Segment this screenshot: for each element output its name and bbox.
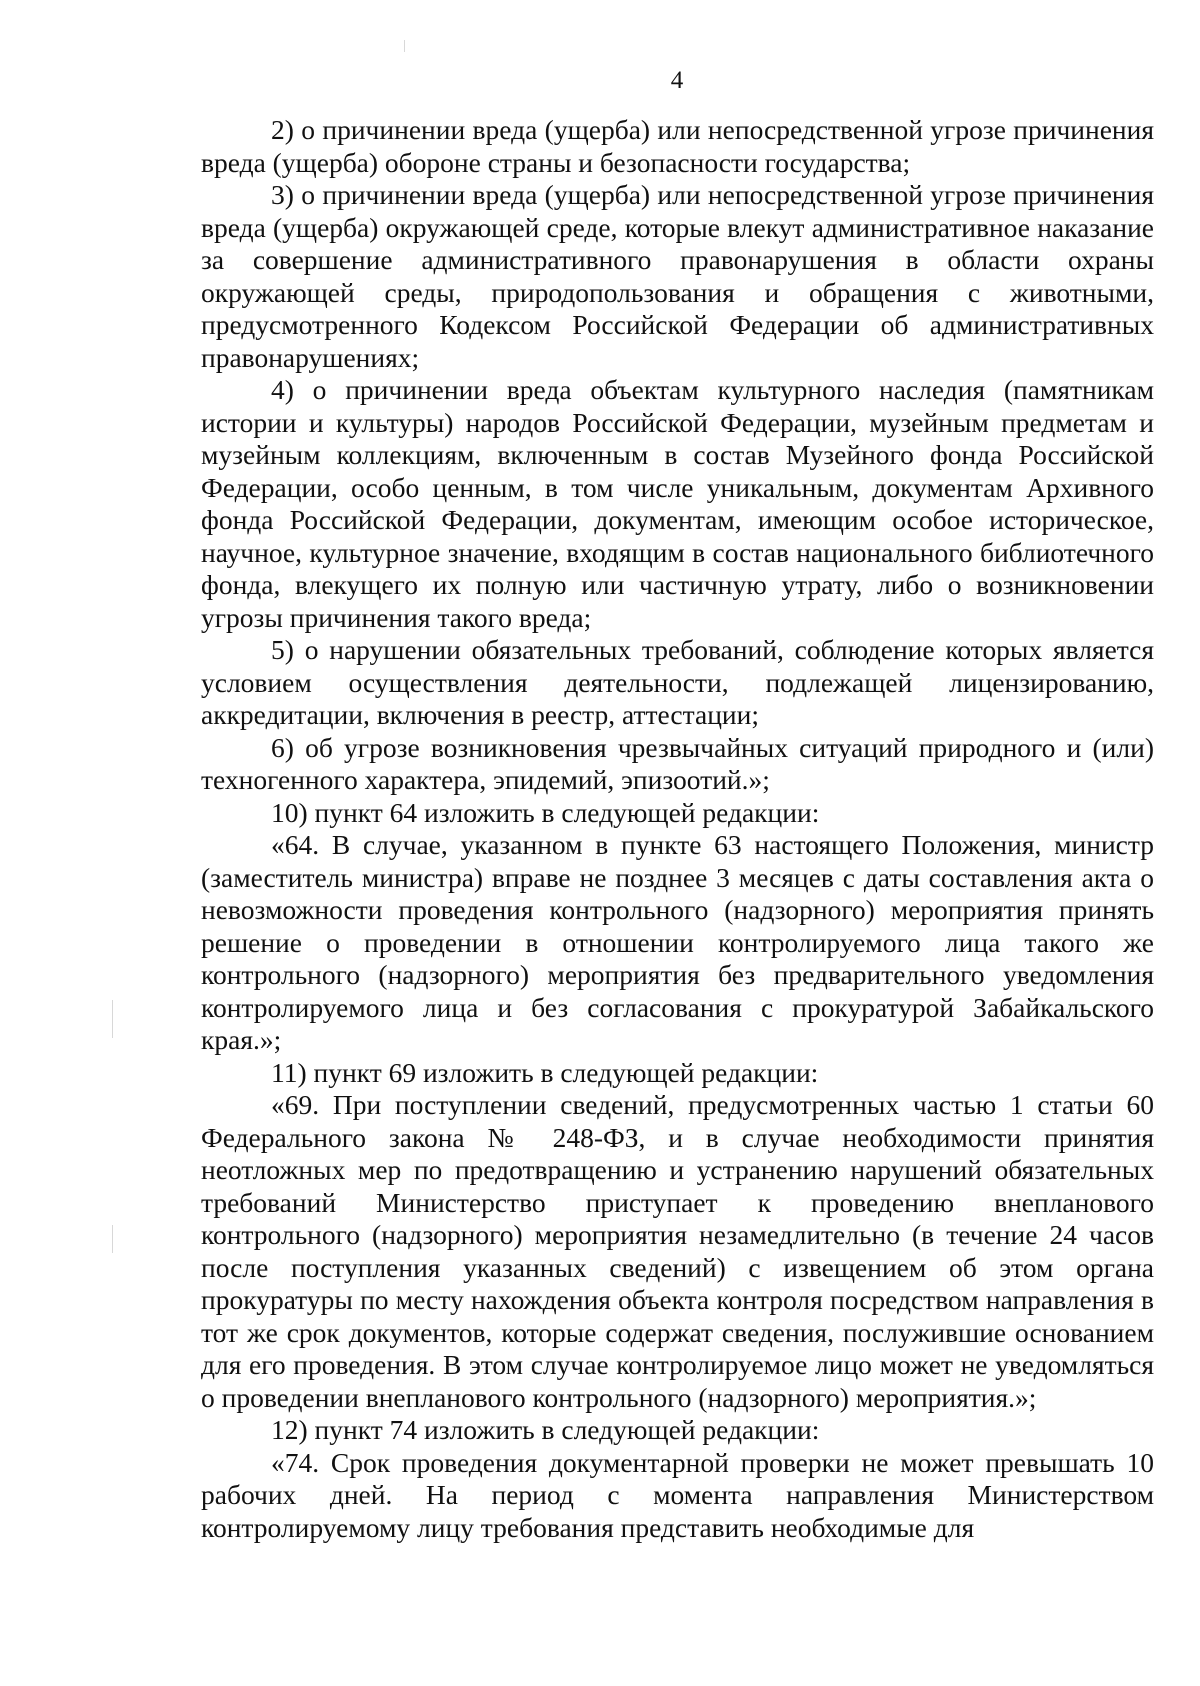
paragraph-amendment-12: 12) пункт 74 изложить в следующей редакции: [271,1414,820,1445]
scan-artifact-left-edge-lower [112,1225,113,1253]
paragraph-clause-64: «64. В случае, указанном в пункте 63 настоящего Положения, министр (заместитель министра) вправе не позднее 3 месяцев с даты составления акта о невозможности проведения контрольного (надзорного) мероприятия принять решение о проведении в отношении контролируемого лица такого же контрольного (надзорного) мероприятия без предварительного уведомления контролируемого лица и без согласования с прокуратурой Забайкальского края.»; [201,829,1154,1055]
page-number: 4 [670,67,684,94]
scan-artifact-top [404,40,405,52]
paragraph-amendment-10: 10) пункт 64 изложить в следующей редакции: [271,796,820,828]
paragraph-item-2: 2) о причинении вреда (ущерба) или непосредственной угрозе причинения вреда (ущерба) обороне страны и безопасности государства; [201,114,1154,178]
paragraph-item-6: 6) об угрозе возникновения чрезвычайных ситуаций природного и (или) техногенного характера, эпидемий, эпизоотий.»; [201,731,1154,795]
paragraph-item-4: 4) о причинении вреда объектам культурного наследия (памятникам истории и культуры) народов Российской Федерации, музейным предметам и музейным коллекциям, включенным в состав Музейного фонда Российской Федерации, особо ценным, в том числе уникальным, документам Архивного фонда Российской Федерации, документам, имеющим особое историческое, научное, культурное значение, входящим в состав национального библиотечного фонда, влекущего их полную или частичную утрату, либо о возникновении угрозы причинения такого вреда; [201,374,1154,633]
paragraph-item-5: 5) о нарушении обязательных требований, соблюдение которых является условием осуществления деятельности, подлежащей лицензированию, аккредитации, включения в реестр, аттестации; [201,634,1154,730]
paragraph-clause-74: «74. Срок проведения документарной проверки не может превышать 10 рабочих дней. На период с момента направления Министерством контролируемому лицу требования представить необходимые для [201,1446,1154,1543]
document-body [201,114,1154,1544]
paragraph-amendment-11: 11) пункт 69 изложить в следующей редакции: [271,1056,819,1088]
scan-artifact-left-edge [112,1000,113,1038]
paragraph-clause-69: «69. При поступлении сведений, предусмотренных частью 1 статьи 60 Федерального закона № 248-ФЗ, и в случае необходимости принятия неотложных мер по предотвращению и устранению нарушений обязательных требований Министерство приступает к проведению внепланового контрольного (надзорного) мероприятия незамедлительно (в течение 24 часов после поступления указанных сведений) с извещением об этом органа прокуратуры по месту нахождения объекта контроля посредством направления в тот же срок документов, которые содержат сведения, послужившие основанием для его проведения. В этом случае контролируемое лицо может не уведомляться о проведении внепланового контрольного (надзорного) мероприятия.»; [201,1089,1154,1413]
paragraph-item-3: 3) о причинении вреда (ущерба) или непосредственной угрозе причинения вреда (ущерба) окружающей среде, которые влекут административное наказание за совершение административного правонарушения в области охраны окружающей среды, природопользования и обращения с животными, предусмотренного Кодексом Российской Федерации об административных правонарушениях; [201,179,1154,373]
